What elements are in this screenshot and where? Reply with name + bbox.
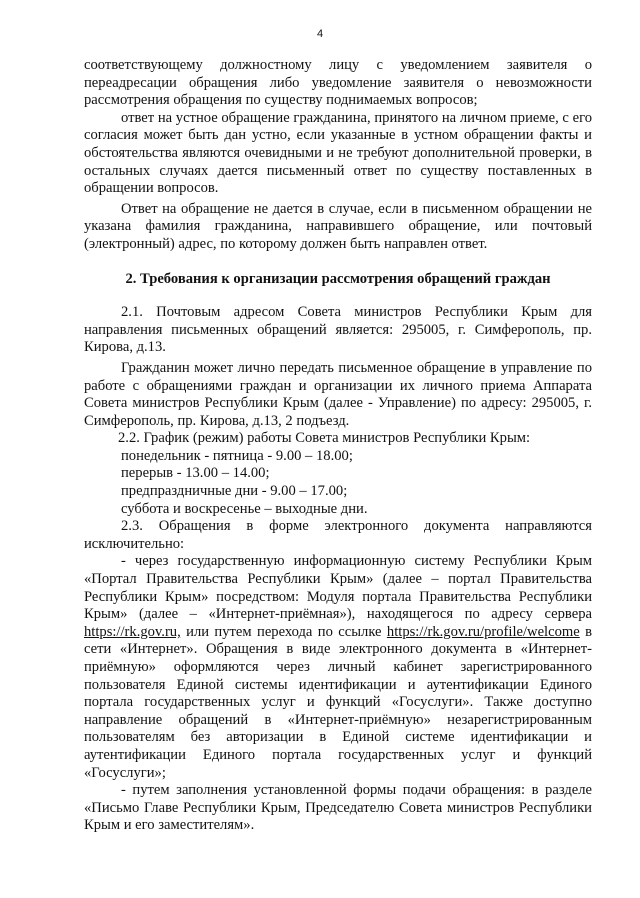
page-number: 4	[316, 28, 324, 40]
paragraph-continuation: соответствующему должностному лицу с уведомлением заявителя о переадресации обращения либо уведомление заявителя о невозможности рассмотрения обращения по существу поднимаемых вопросов;	[84, 57, 592, 109]
paragraph-internet-reception	[84, 553, 592, 782]
paragraph-2-3-electronic: 2.3. Обращения в форме электронного документа направляются исключительно:	[84, 518, 592, 552]
paragraph-2-1-postal-address: 2.1. Почтовым адресом Совета министров Республики Крым для направления письменных обращений является: 295005, г. Симферополь, пр. Кирова, д.13.	[84, 304, 592, 356]
schedule-item-weekdays: понедельник - пятница - 9.00 – 18.00;	[121, 447, 353, 464]
internet-reception-text-3: в сети «Интернет». Обращения в виде электронного документа в «Интернет-приёмную» оформляются через личный кабинет зарегистрированного пользователя Единой системы идентификации и аутентификации Единого портала государственных услуг и функций «Госуслуги». Также доступно направление обращений в «Интернет-приёмную» незарегистрированным пользователям без авторизации в Единой системе идентификации и аутентификации Единого портала государственных услуг и функций «Госуслуги»;	[84, 623, 592, 781]
schedule-item-break: перерыв - 13.00 – 14.00;	[121, 465, 270, 482]
internet-reception-text-2: или путем перехода по ссылке	[180, 623, 387, 640]
schedule-list	[84, 448, 592, 518]
paragraph-form-submission: - путем заполнения установленной формы подачи обращения: в разделе «Письмо Главе Республики Крым, Председателю Совета министров Республики Крым и его заместителям».	[84, 782, 592, 834]
section-heading: 2. Требования к организации рассмотрения обращений граждан	[125, 270, 551, 287]
internet-reception-text-1: - через государственную информационную систему Республики Крым «Портал Правительства Республики Крым» (далее – портал Правительства Республики Крым» посредством: Модуля портала Правительства Республики Крым» (далее – «Интернет-приёмная»), находящегося по адресу сервера	[84, 553, 592, 623]
welcome-link[interactable]: https://rk.gov.ru/profile/welcome	[386, 623, 580, 640]
schedule-item-pre-holiday: предпраздничные дни - 9.00 – 17.00;	[121, 483, 348, 500]
server-link[interactable]: https://rk.gov.ru,	[84, 623, 181, 640]
paragraph-personal-delivery: Гражданин может лично передать письменное обращение в управление по работе с обращениями граждан и организации их личного приема Аппарата Совета министров Республики Крым (далее - Управление) по адресу: 295005, г. Симферополь, пр. Кирова, д.13, 2 подъезд.	[84, 359, 592, 429]
document-body	[84, 57, 592, 835]
schedule-item-weekend: суббота и воскресенье – выходные дни.	[121, 500, 368, 517]
paragraph-2-2-schedule-title: 2.2. График (режим) работы Совета министров Республики Крым:	[118, 430, 531, 447]
paragraph-oral-response: ответ на устное обращение гражданина, принятого на личном приеме, с его согласия может быть дан устно, если указанные в устном обращении факты и обстоятельства являются очевидными и не требуют дополнительной проверки, в остальных случаях дается письменный ответ по существу поставленных в обращении вопросов.	[84, 109, 592, 197]
paragraph-no-response: Ответ на обращение не дается в случае, если в письменном обращении не указана фамилия гражданина, направившего обращение, или почтовый (электронный) адрес, по которому должен быть направлен ответ.	[84, 200, 592, 252]
